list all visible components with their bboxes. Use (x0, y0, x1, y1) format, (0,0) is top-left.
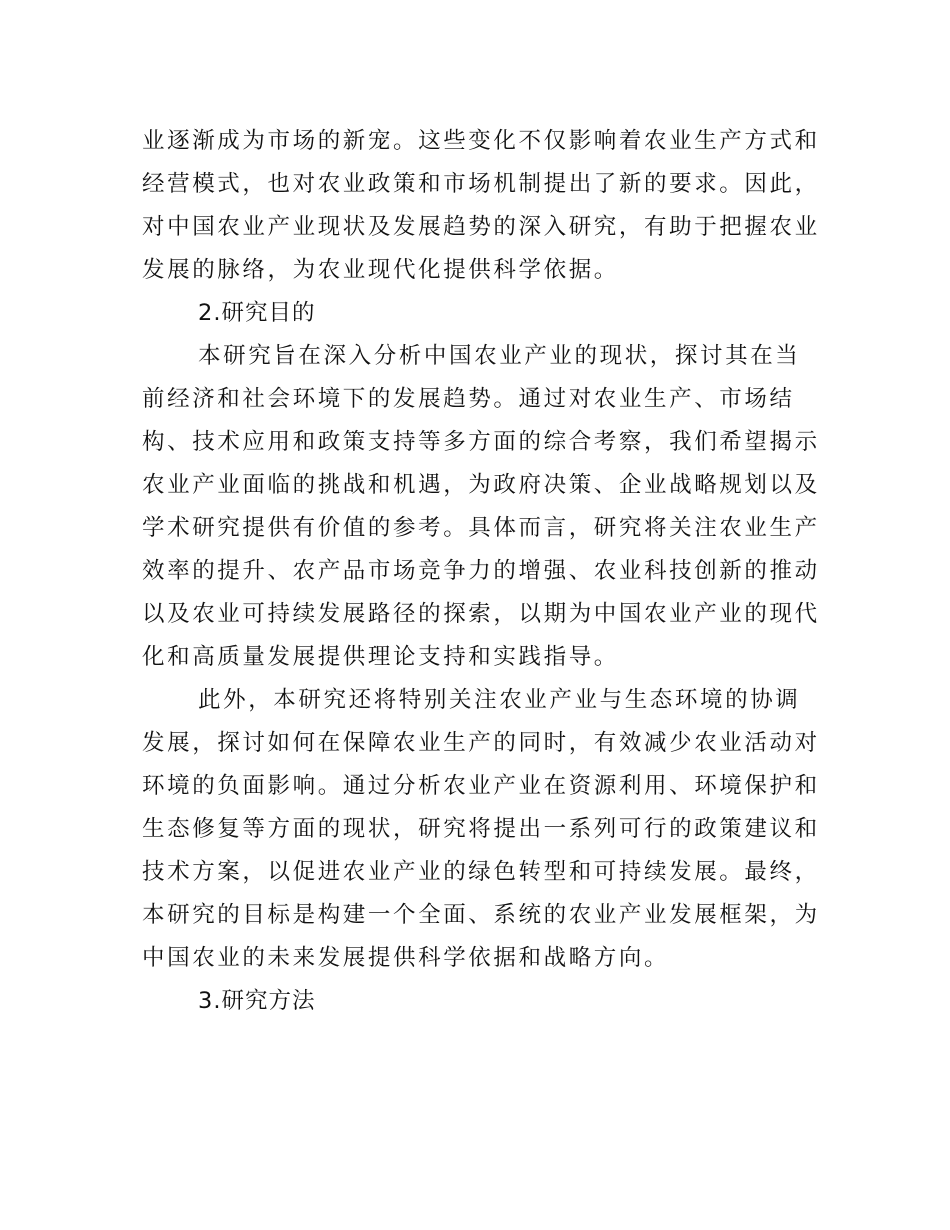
text-line: 效率的提升、农产品市场竞争力的增强、农业科技创新的推动 (142, 558, 820, 584)
text-line: 环境的负面影响。通过分析农业产业在资源利用、环境保护和 (142, 773, 820, 799)
text-line: 本研究旨在深入分析中国农业产业的现状，探讨其在当 (198, 343, 801, 369)
text-line: 技术方案，以促进农业产业的绿色转型和可持续发展。最终， (142, 859, 820, 885)
document-body (142, 120, 820, 1023)
text-line: 业逐渐成为市场的新宠。这些变化不仅影响着农业生产方式和 (142, 128, 820, 154)
text-line: 以及农业可持续发展路径的探索，以期为中国农业产业的现代 (142, 601, 820, 627)
text-line: 中国农业的未来发展提供科学依据和战略方向。 (142, 945, 670, 971)
text-line: 化和高质量发展提供理论支持和实践指导。 (142, 644, 619, 670)
text-line: 发展，探讨如何在保障农业生产的同时，有效减少农业活动对 (142, 730, 820, 756)
text-line: 此外，本研究还将特别关注农业产业与生态环境的协调 (198, 687, 801, 713)
text-line: 前经济和社会环境下的发展趋势。通过对农业生产、市场结 (142, 386, 795, 412)
section-heading-research-purpose: 2.研究目的 (198, 300, 316, 326)
text-line: 农业产业面临的挑战和机遇，为政府决策、企业战略规划以及 (142, 472, 820, 498)
text-line: 经营模式，也对农业政策和市场机制提出了新的要求。因此， (142, 171, 820, 197)
section-heading-research-methods: 3.研究方法 (198, 988, 316, 1014)
text-line: 本研究的目标是构建一个全面、系统的农业产业发展框架，为 (142, 902, 820, 928)
text-line: 构、技术应用和政策支持等多方面的综合考察，我们希望揭示 (142, 429, 820, 455)
text-line: 学术研究提供有价值的参考。具体而言，研究将关注农业生产 (142, 515, 820, 541)
text-line: 生态修复等方面的现状，研究将提出一系列可行的政策建议和 (142, 816, 820, 842)
text-line: 对中国农业产业现状及发展趋势的深入研究，有助于把握农业 (142, 214, 820, 240)
text-line: 发展的脉络，为农业现代化提供科学依据。 (142, 257, 619, 283)
